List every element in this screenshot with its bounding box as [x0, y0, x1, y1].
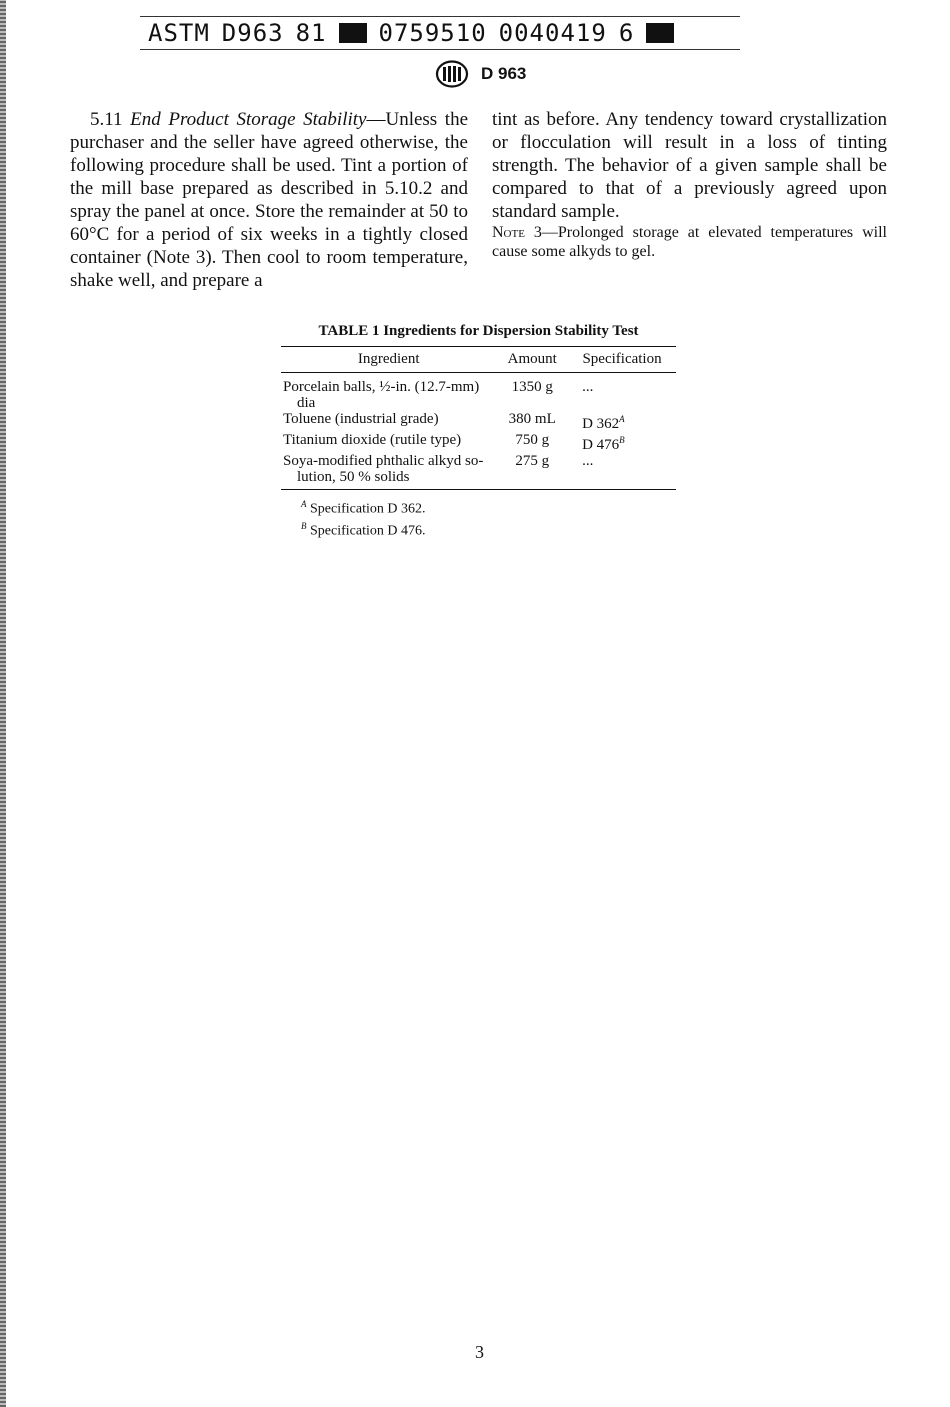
- left-column: [70, 108, 468, 292]
- table-1: [281, 323, 676, 539]
- header-code-5: 6: [618, 19, 635, 47]
- redaction-block: [646, 23, 674, 43]
- astm-logo-icon: [435, 60, 469, 88]
- table-footnotes: [281, 496, 676, 539]
- cell-amount: 380 mL: [508, 411, 556, 427]
- cell-spec: ...: [582, 379, 594, 395]
- right-column: [492, 108, 887, 261]
- page-number: 3: [475, 1342, 484, 1362]
- cell-ingredient: Porcelain balls, ½-in. (12.7-mm) dia: [283, 379, 480, 411]
- footnote-a: $^A$ Specification D 362.: [301, 499, 426, 517]
- col-header-ingredient: Ingredient: [281, 347, 496, 373]
- note-label: Note 3: [492, 224, 542, 241]
- redaction-block: [339, 23, 367, 43]
- cell-amount: 750 g: [515, 432, 550, 448]
- footnote-b: $^B$ Specification D 476.: [301, 520, 426, 539]
- table-bottom-rule: [281, 489, 676, 490]
- section-body-left: —Unless the purchaser and the seller have agreed otherwise, the following procedure shall be used. Tint a portion of the mill base prepared as described in 5.10.2 and spray the panel at once. Store the remainder at 50 to 60°C for a period of six weeks in a tightly closed container (Note 3). Then cool to room temperature, shake well, and prepare a: [70, 109, 468, 291]
- scan-edge: [0, 0, 6, 1407]
- table-row: [281, 411, 676, 432]
- header-code-4: 0040419: [498, 19, 607, 47]
- note-text: —Prolonged storage at elevated temperatures will cause some alkyds to gel.: [492, 224, 887, 260]
- cell-spec: D $476^B$: [582, 435, 625, 453]
- cell-ingredient: Titanium dioxide (rutile type): [283, 432, 462, 448]
- ingredients-table: [281, 346, 676, 489]
- header-code-3: 0759510: [378, 19, 487, 47]
- cell-spec: ...: [582, 453, 594, 469]
- cell-amount: 275 g: [515, 453, 550, 469]
- cell-ingredient: Toluene (industrial grade): [283, 411, 439, 427]
- cell-spec: D $362^A$: [582, 414, 625, 432]
- col-header-specification: Specification: [568, 347, 676, 373]
- doc-header: [435, 60, 526, 88]
- header-code-0: ASTM: [148, 19, 210, 47]
- header-code-2: 81: [295, 19, 327, 47]
- col-header-amount: Amount: [496, 347, 568, 373]
- header-code-1: D963: [221, 19, 284, 47]
- table-row: [281, 432, 676, 453]
- section-number: 5.11: [90, 109, 123, 130]
- table-title: TABLE 1 Ingredients for Dispersion Stability Test: [318, 323, 639, 339]
- table-header-row: [281, 347, 676, 373]
- table-row: [281, 373, 676, 412]
- note-3: [492, 223, 887, 261]
- cell-ingredient: Soya-modified phthalic alkyd so- lution, 50 % solids: [283, 453, 484, 485]
- cell-amount: 1350 g: [511, 379, 553, 395]
- table-row: [281, 453, 676, 489]
- section-5-11-paragraph: [70, 108, 468, 292]
- doc-id: D 963: [481, 64, 527, 83]
- section-title: End Product Storage Stability: [130, 109, 367, 130]
- header-code-line: [148, 18, 748, 48]
- header-rule-top: [140, 16, 740, 17]
- section-body-right: tint as before. Any tendency toward crystallization or flocculation will result in a loss of tinting strength. The behavior of a given sample shall be compared to that of a previously agreed upon standard sample.: [492, 109, 887, 222]
- header-rule-bottom: [140, 49, 740, 50]
